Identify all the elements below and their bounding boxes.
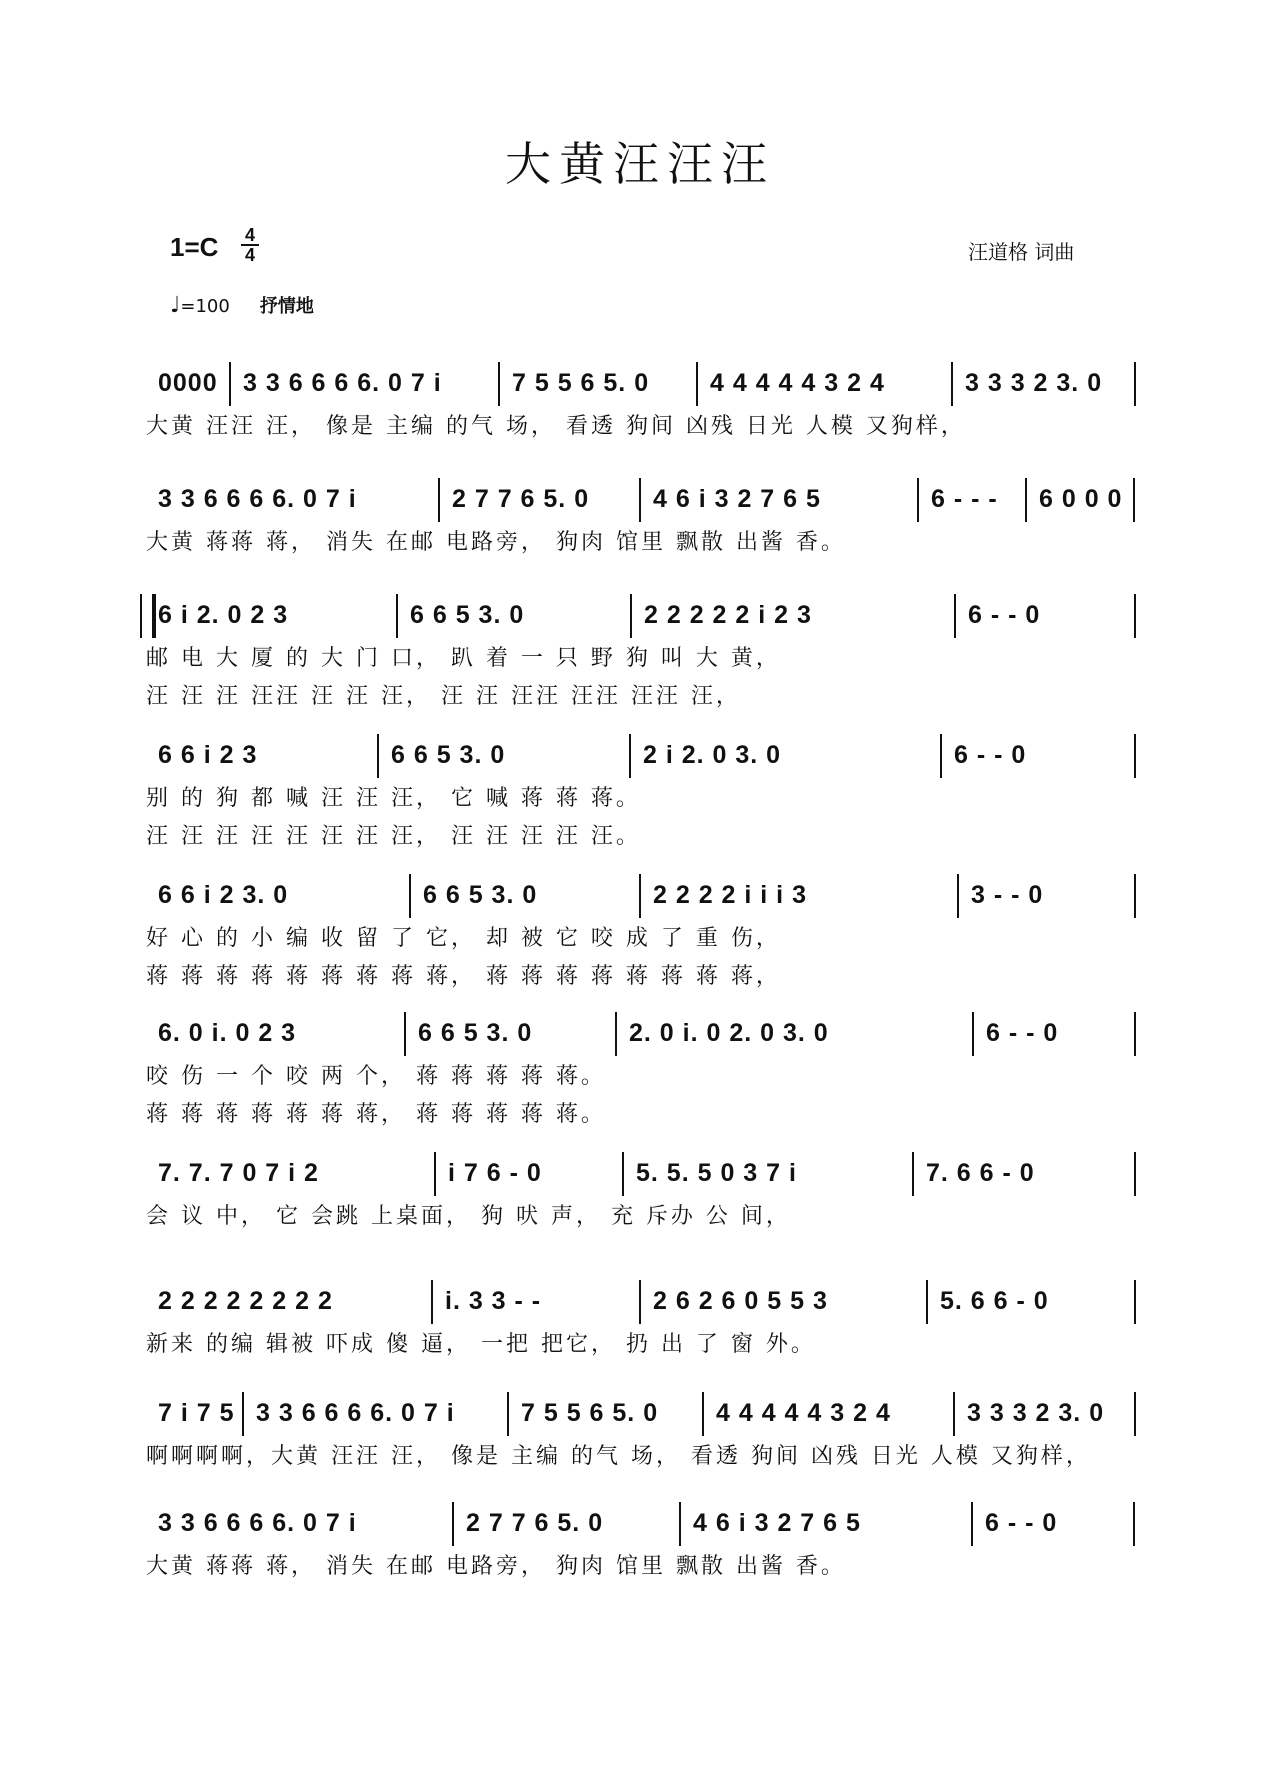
bar-line — [926, 1280, 928, 1324]
measure: 6 0 0 0 — [1039, 485, 1123, 513]
bar-line — [452, 1502, 454, 1546]
lyric-line: 汪 汪 汪 汪 汪 汪 汪 汪， 汪 汪 汪 汪 汪。 — [146, 824, 641, 849]
quarter-note-icon: ♩ — [170, 293, 181, 318]
measure: 7 5 5 6 5. 0 — [512, 369, 650, 397]
measure: 6 - - - — [931, 485, 998, 513]
time-signature-bottom: 4 — [244, 245, 255, 265]
measure: 3 3 6 6 6 6. 0 7 i — [158, 485, 357, 513]
measure: 3 3 3 2 3. 0 — [965, 369, 1103, 397]
bar-line — [971, 1502, 973, 1546]
notation-line — [146, 1508, 1136, 1538]
measure: 7 5 5 6 5. 0 — [521, 1399, 659, 1427]
lyric-line: 蒋 蒋 蒋 蒋 蒋 蒋 蒋 蒋 蒋， 蒋 蒋 蒋 蒋 蒋 蒋 蒋 蒋， — [146, 964, 781, 989]
score-system — [146, 1286, 1136, 1364]
measure: 2 6 2 6 0 5 5 3 — [653, 1287, 828, 1315]
bar-line — [629, 734, 631, 778]
bar-line — [438, 478, 440, 522]
measure: 2 2 2 2 2 i 2 3 — [644, 601, 812, 629]
lyric-line: 邮 电 大 厦 的 大 门 口， 趴 着 一 只 野 狗 叫 大 黄， — [146, 646, 781, 671]
measure: i. 3 3 - - — [445, 1287, 542, 1315]
bar-line — [954, 594, 956, 638]
measure: 3 3 3 2 3. 0 — [967, 1399, 1105, 1427]
notation-line — [146, 740, 1136, 770]
bar-line — [1134, 874, 1136, 918]
bar-line — [957, 874, 959, 918]
author-credit: 汪道格 词曲 — [968, 240, 1075, 264]
measure: 2 7 7 6 5. 0 — [466, 1509, 604, 1537]
mood-marking: 抒情地 — [259, 296, 314, 317]
measure: 3 3 6 6 6 6. 0 7 i — [256, 1399, 455, 1427]
measure: 6. 0 i. 0 2 3 — [158, 1019, 297, 1047]
measure: 2 i 2. 0 3. 0 — [643, 741, 782, 769]
measure: 4 4 4 4 4 3 2 4 — [716, 1399, 891, 1427]
bar-line — [953, 1392, 955, 1436]
bar-line — [639, 478, 641, 522]
measure: 6 i 2. 0 2 3 — [158, 601, 289, 629]
score-system — [146, 880, 1136, 996]
measure: 2. 0 i. 0 2. 0 3. 0 — [629, 1019, 829, 1047]
bar-line — [377, 734, 379, 778]
score-system — [146, 368, 1136, 446]
bar-line — [434, 1152, 436, 1196]
lyric-line: 会 议 中， 它 会跳 上桌面， 狗 吠 声， 充 斥办 公 间， — [146, 1204, 791, 1229]
bar-line — [630, 594, 632, 638]
bar-line — [912, 1152, 914, 1196]
bar-line — [498, 362, 500, 406]
lyric-line: 大黄 蒋蒋 蒋， 消失 在邮 电路旁， 狗肉 馆里 飘散 出酱 香。 — [146, 530, 846, 555]
score-system — [146, 1508, 1136, 1586]
measure: 4 6 i 3 2 7 6 5 — [693, 1509, 861, 1537]
notation-line — [146, 484, 1136, 514]
score-system — [146, 1398, 1136, 1476]
measure: 6 - - 0 — [986, 1019, 1059, 1047]
measure: 3 3 6 6 6 6. 0 7 i — [243, 369, 442, 397]
score-system — [146, 484, 1136, 562]
measure: 6 6 5 3. 0 — [423, 881, 538, 909]
repeat-sign — [140, 594, 156, 638]
bar-line — [404, 1012, 406, 1056]
measure: 6 - - 0 — [954, 741, 1027, 769]
lyric-line: 大黄 汪汪 汪， 像是 主编 的气 场， 看透 狗间 凶残 日光 人模 又狗样， — [146, 414, 966, 439]
measure: 7 i 7 5 — [158, 1399, 235, 1427]
bar-line — [639, 874, 641, 918]
notation-line — [146, 368, 1136, 398]
bar-line — [622, 1152, 624, 1196]
measure: 3 - - 0 — [971, 881, 1044, 909]
bar-line — [1134, 594, 1136, 638]
bar-line — [1133, 1502, 1135, 1546]
bar-line — [431, 1280, 433, 1324]
measure: 6 - - 0 — [968, 601, 1041, 629]
bar-line — [409, 874, 411, 918]
notation-line — [146, 1158, 1136, 1188]
lyric-line: 新来 的编 辑被 吓成 傻 逼， 一把 把它， 扔 出 了 窗 外。 — [146, 1332, 816, 1357]
bar-line — [1134, 1152, 1136, 1196]
lyric-line: 咬 伤 一 个 咬 两 个， 蒋 蒋 蒋 蒋 蒋。 — [146, 1064, 606, 1089]
notation-line — [146, 1286, 1136, 1316]
bar-line — [696, 362, 698, 406]
measure: 0000 — [158, 369, 218, 397]
lyric-line: 好 心 的 小 编 收 留 了 它， 却 被 它 咬 成 了 重 伤， — [146, 926, 781, 951]
bar-line — [1134, 362, 1136, 406]
bar-line — [615, 1012, 617, 1056]
notation-line — [146, 880, 1136, 910]
measure: i 7 6 - 0 — [448, 1159, 542, 1187]
measure: 7. 7. 7 0 7 i 2 — [158, 1159, 319, 1187]
bar-line — [242, 1392, 244, 1436]
measure: 2 2 2 2 i i i 3 — [653, 881, 807, 909]
measure: 4 6 i 3 2 7 6 5 — [653, 485, 821, 513]
bar-line — [702, 1392, 704, 1436]
notation-line — [146, 1398, 1136, 1428]
tempo-marking — [170, 292, 314, 318]
measure: 6 6 5 3. 0 — [410, 601, 525, 629]
tempo-value: =100 — [180, 296, 230, 317]
lyric-line: 大黄 蒋蒋 蒋， 消失 在邮 电路旁， 狗肉 馆里 飘散 出酱 香。 — [146, 1554, 846, 1579]
measure: 5. 6 6 - 0 — [940, 1287, 1049, 1315]
lyric-line: 别 的 狗 都 喊 汪 汪 汪， 它 喊 蒋 蒋 蒋。 — [146, 786, 641, 811]
bar-line — [1133, 478, 1135, 522]
score-system — [146, 1158, 1136, 1236]
bar-line — [229, 362, 231, 406]
time-signature — [240, 226, 260, 264]
bar-line — [1134, 1012, 1136, 1056]
bar-line — [679, 1502, 681, 1546]
bar-line — [1025, 478, 1027, 522]
lyric-line: 啊啊啊啊，大黄 汪汪 汪， 像是 主编 的气 场， 看透 狗间 凶残 日光 人模 又狗样， — [146, 1444, 1091, 1469]
bar-line — [917, 478, 919, 522]
bar-line — [940, 734, 942, 778]
bar-line — [1134, 1392, 1136, 1436]
measure: 5. 5. 5 0 3 7 i — [636, 1159, 797, 1187]
bar-line — [507, 1392, 509, 1436]
measure: 6 6 5 3. 0 — [391, 741, 506, 769]
lyric-line: 汪 汪 汪 汪汪 汪 汪 汪， 汪 汪 汪汪 汪汪 汪汪 汪， — [146, 684, 741, 709]
measure: 2 2 2 2 2 2 2 2 — [158, 1287, 333, 1315]
bar-line — [1134, 734, 1136, 778]
page-title: 大黄汪汪汪 — [505, 137, 775, 191]
notation-line — [146, 1018, 1136, 1048]
score-system — [146, 1018, 1136, 1134]
measure: 6 6 i 2 3 — [158, 741, 258, 769]
bar-line — [1134, 1280, 1136, 1324]
bar-line — [972, 1012, 974, 1056]
key-signature: 1=C — [170, 232, 219, 262]
bar-line — [396, 594, 398, 638]
measure: 6 6 5 3. 0 — [418, 1019, 533, 1047]
measure: 2 7 7 6 5. 0 — [452, 485, 590, 513]
measure: 7. 6 6 - 0 — [926, 1159, 1035, 1187]
measure: 6 6 i 2 3. 0 — [158, 881, 289, 909]
bar-line — [951, 362, 953, 406]
score-system — [146, 600, 1136, 716]
measure: 6 - - 0 — [985, 1509, 1058, 1537]
lyric-line: 蒋 蒋 蒋 蒋 蒋 蒋 蒋， 蒋 蒋 蒋 蒋 蒋。 — [146, 1102, 606, 1127]
bar-line — [639, 1280, 641, 1324]
notation-line — [146, 600, 1136, 630]
time-signature-top: 4 — [244, 225, 255, 245]
score-system — [146, 740, 1136, 856]
measure: 4 4 4 4 4 3 2 4 — [710, 369, 885, 397]
measure: 3 3 6 6 6 6. 0 7 i — [158, 1509, 357, 1537]
